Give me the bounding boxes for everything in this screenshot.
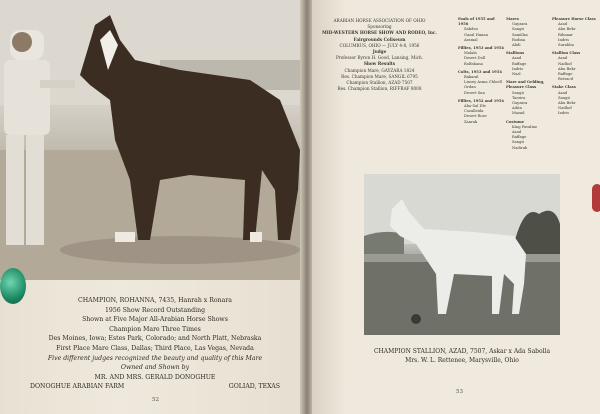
class-entry: Abu Bekr	[558, 27, 576, 32]
class-entry: Azad	[558, 90, 568, 95]
red-tab-marker	[592, 184, 600, 212]
class-entry: Sangii	[512, 27, 524, 32]
farm-location: GOLIAD, TEXAS	[228, 383, 280, 391]
class-entry: Azad	[558, 56, 568, 61]
owned-label: Owned and Shown by	[120, 364, 190, 372]
class-entry: Nazl	[512, 72, 521, 77]
class-heading: Foals of 1955 and 1956	[458, 17, 495, 27]
class-entry: Ordan	[464, 85, 476, 90]
class-entry: Nadirah	[512, 145, 528, 150]
caption-title: CHAMPION, ROHANNA, 7435, Hanrah x Ronara	[78, 297, 232, 304]
results-column-2	[506, 14, 552, 151]
page-number-right: 53	[456, 389, 463, 395]
class-entry: Desert Rose	[464, 114, 487, 119]
judge-label: Judge	[372, 49, 387, 55]
class-heading: Mares	[506, 17, 519, 21]
results-column-3	[552, 14, 600, 117]
class-entry: Desert Sun	[464, 90, 485, 95]
green-button-decoration	[0, 268, 26, 304]
class-heading: Stallions	[506, 51, 525, 56]
class-entry: Bakaral	[464, 75, 479, 80]
azad-photo	[364, 174, 560, 335]
sponsoring-text: Sponsoring	[367, 24, 392, 30]
owners: MR. AND MRS. GERALD DONOGHUE	[94, 373, 216, 381]
class-entry: Indris	[512, 66, 524, 71]
caption-line: Shown at Five Major All-Arabian Horse Shows	[82, 316, 228, 324]
result-line: Res. Champion Mare, SANGIL 6795	[341, 73, 418, 79]
caption-line: Des Moines, Iowa; Estes Park, Colorado; and North Platt, Nebraska	[48, 335, 262, 343]
result-line: Champion Stallion, AZAD 7507	[346, 80, 413, 86]
class-entry: Gazal Hanan	[464, 32, 488, 37]
venue: Fairgrounds Coliseum	[353, 36, 406, 42]
class-entry: Nadhof	[558, 61, 572, 66]
class-entry: Surabba	[558, 43, 574, 48]
page-number-left: 52	[152, 397, 159, 403]
caption-line: Five different judges recognized the beauty and quality of this Mare	[47, 354, 263, 362]
stallion-image	[364, 174, 560, 335]
class-entry: Desert Doll	[464, 56, 486, 61]
farm-name: DONOGHUE ARABIAN FARM	[30, 383, 125, 391]
class-entry: Zaarak	[464, 119, 478, 124]
class-entry: Gayzara	[512, 22, 528, 27]
class-entry: Azad	[512, 56, 522, 61]
class-entry: Raffage	[512, 135, 527, 140]
class-entry: Raffage	[512, 61, 527, 66]
class-entry: Aba-Sal Dle Cozalleida	[464, 104, 486, 114]
class-entry: Retracif	[558, 77, 574, 82]
class-entry: Azad	[558, 22, 568, 27]
class-entry: Mazad	[512, 111, 525, 116]
class-entry: Abu Bekr	[558, 101, 576, 106]
class-heading: Mare and Gelding, Pleasure Class	[506, 80, 545, 90]
caption-line: 1956 Show Record Outstanding	[104, 306, 206, 314]
class-entry: Linsey Asma Chloell	[464, 80, 502, 85]
class-heading: Costume	[506, 119, 525, 124]
caption-line: First Place Mare Class, Dallas; Third Place, Las Vegas, Nevada	[56, 344, 254, 352]
association-name: ARABIAN HORSE ASSOCIATION OF OHIO	[333, 18, 426, 23]
class-entry: Adita	[512, 106, 522, 111]
class-heading: Stake Class	[552, 85, 576, 90]
mare-and-handler-image	[0, 0, 305, 280]
class-entry: Sangii	[558, 95, 570, 100]
class-heading: Stallion Class	[552, 51, 581, 56]
class-entry: King Faraline	[512, 124, 538, 129]
class-heading: Colts, 1953 and 1954	[458, 69, 502, 74]
judge-name: Professor Byron H. Good, Lansing, Mich.	[335, 55, 424, 61]
class-entry: Malala	[464, 51, 477, 56]
class-entry: Sangii	[512, 90, 524, 95]
azad-caption	[352, 347, 572, 365]
result-line: Champion Mare, GAYZARA 1824	[344, 67, 415, 73]
show-header	[322, 18, 437, 92]
class-entry: Sabdea	[464, 27, 478, 32]
show-name: MID-WESTERN HORSE SHOW AND RODEO, Inc.	[322, 30, 437, 36]
class-entry: Rihnaar	[558, 32, 573, 37]
results-column-1	[458, 14, 506, 125]
rohanna-photo	[0, 0, 305, 280]
class-heading: Fillies, 1952 and 1954	[458, 98, 504, 103]
results-label: Show Results	[363, 61, 396, 67]
class-entry: Aramal	[464, 37, 478, 42]
caption-owner: Mrs. W. L. Rettenee, Marysville, Ohio	[405, 357, 519, 364]
class-entry: Rolfahana	[464, 61, 483, 66]
farm-row	[30, 382, 280, 392]
class-entry: Indris	[558, 111, 570, 116]
class-heading: Pleasure Horse Class	[552, 17, 596, 21]
class-entry: Rodina	[512, 37, 526, 42]
class-entry: Sangii	[512, 140, 524, 145]
class-entry: Indris	[558, 37, 570, 42]
class-entry: Nadhof	[558, 106, 572, 111]
class-entry: Abdi	[512, 43, 521, 48]
rohanna-caption	[30, 296, 280, 392]
class-entry: Raffage	[558, 72, 573, 77]
caption-line: Champion Mare Three Times	[109, 325, 201, 333]
class-entry: Tarzira	[512, 95, 526, 100]
caption-title: CHAMPION STALLION, AZAD, 7507, Askar x Ada Sabolla	[373, 348, 551, 355]
class-entry: Gayzara	[512, 101, 528, 106]
result-line: Res. Champion Stallion, RIFFRAF 8008	[337, 86, 422, 92]
show-date: COLUMBUS, OHIO — JULY 4-8, 1956	[339, 42, 420, 48]
class-entry: Abu Bekr	[558, 66, 576, 71]
class-heading: Fillies, 1953 and 1954	[458, 46, 504, 51]
class-entry: Azad	[512, 130, 522, 135]
class-entry: Samillas	[512, 32, 528, 37]
